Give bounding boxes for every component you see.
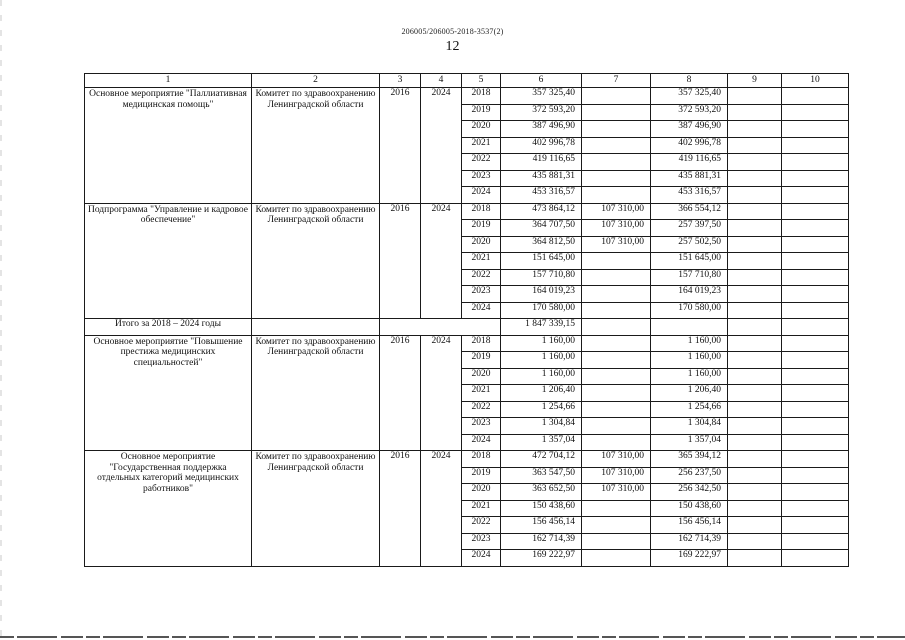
- amount-total: 402 996,78: [501, 137, 582, 154]
- executor-name: Комитет по здравоохранению Ленинградской области: [252, 88, 380, 204]
- empty-cell: [782, 484, 849, 501]
- amount-regional: 1 160,00: [651, 352, 728, 369]
- amount-total: 157 710,80: [501, 269, 582, 286]
- empty-cell: [782, 253, 849, 270]
- measure-name: Основное мероприятие "Повышение престижа медицинских специальностей": [85, 335, 252, 451]
- amount-federal: [582, 170, 651, 187]
- executor-name: Комитет по здравоохранению Ленинградской области: [252, 203, 380, 319]
- empty-cell: [782, 434, 849, 451]
- amount-regional: 1 160,00: [651, 335, 728, 352]
- column-header-4: 4: [421, 74, 462, 88]
- amount-federal: 107 310,00: [582, 484, 651, 501]
- empty-cell: [728, 302, 782, 319]
- empty-cell: [728, 401, 782, 418]
- empty-cell: [782, 88, 849, 105]
- empty-cell: [782, 500, 849, 517]
- amount-total: 473 864,12: [501, 203, 582, 220]
- amount-total: 169 222,97: [501, 550, 582, 567]
- year-cell: 2022: [462, 269, 501, 286]
- amount-federal: [582, 517, 651, 534]
- empty-cell: [782, 137, 849, 154]
- program-finance-table: [84, 73, 849, 567]
- year-cell: 2020: [462, 121, 501, 138]
- year-cell: 2021: [462, 137, 501, 154]
- amount-federal: [582, 533, 651, 550]
- column-header-6: 6: [501, 74, 582, 88]
- measure-name: Подпрограмма "Управление и кадровое обеспечение": [85, 203, 252, 319]
- amount-federal: [582, 286, 651, 303]
- amount-regional: 419 116,65: [651, 154, 728, 171]
- amount-total: 453 316,57: [501, 187, 582, 204]
- empty-cell: [728, 319, 782, 336]
- empty-cell: [782, 154, 849, 171]
- amount-total: 435 881,31: [501, 170, 582, 187]
- amount-regional: 170 580,00: [651, 302, 728, 319]
- empty-cell: [782, 220, 849, 237]
- amount-regional: 164 019,23: [651, 286, 728, 303]
- amount-federal: [582, 385, 651, 402]
- empty-cell: [728, 220, 782, 237]
- amount-total: 387 496,90: [501, 121, 582, 138]
- year-cell: 2023: [462, 533, 501, 550]
- amount-total: 1 206,40: [501, 385, 582, 402]
- year-cell: 2024: [462, 187, 501, 204]
- column-header-5: 5: [462, 74, 501, 88]
- amount-regional: 257 502,50: [651, 236, 728, 253]
- column-header-8: 8: [651, 74, 728, 88]
- amount-federal: [582, 550, 651, 567]
- end-year: 2024: [421, 88, 462, 204]
- year-cell: 2018: [462, 88, 501, 105]
- amount-regional: 453 316,57: [651, 187, 728, 204]
- empty-cell: [728, 352, 782, 369]
- year-cell: 2022: [462, 517, 501, 534]
- amount-federal: [582, 401, 651, 418]
- empty-cell: [782, 467, 849, 484]
- amount-federal: [582, 500, 651, 517]
- column-header-7: 7: [582, 74, 651, 88]
- year-cell: 2021: [462, 500, 501, 517]
- empty-cell: [782, 302, 849, 319]
- end-year: 2024: [421, 451, 462, 567]
- empty-cell: [728, 517, 782, 534]
- empty-cell: [782, 401, 849, 418]
- empty-cell: [728, 434, 782, 451]
- amount-total: 162 714,39: [501, 533, 582, 550]
- year-cell: 2019: [462, 352, 501, 369]
- amount-federal: [582, 335, 651, 352]
- empty-cell: [728, 170, 782, 187]
- year-cell: 2021: [462, 253, 501, 270]
- year-cell: 2020: [462, 484, 501, 501]
- amount-total: 1 254,66: [501, 401, 582, 418]
- year-cell: 2020: [462, 236, 501, 253]
- empty-cell: [728, 286, 782, 303]
- amount-federal: [582, 187, 651, 204]
- amount-total: 364 812,50: [501, 236, 582, 253]
- amount-federal: [582, 88, 651, 105]
- page-number: 12: [445, 39, 460, 54]
- empty-cell: [728, 203, 782, 220]
- amount-regional: 1 357,04: [651, 434, 728, 451]
- amount-regional: 257 397,50: [651, 220, 728, 237]
- amount-total: 1 304,84: [501, 418, 582, 435]
- amount-regional: 169 222,97: [651, 550, 728, 567]
- amount-total: 363 547,50: [501, 467, 582, 484]
- year-cell: 2018: [462, 335, 501, 352]
- empty-cell: [782, 418, 849, 435]
- empty-cell: [782, 187, 849, 204]
- column-header-3: 3: [380, 74, 421, 88]
- amount-regional: 156 456,14: [651, 517, 728, 534]
- amount-regional: 1 304,84: [651, 418, 728, 435]
- amount-total: 170 580,00: [501, 302, 582, 319]
- year-cell: 2023: [462, 170, 501, 187]
- empty-cell: [782, 352, 849, 369]
- empty-cell: [728, 236, 782, 253]
- amount-federal: [582, 418, 651, 435]
- amount-total: 364 707,50: [501, 220, 582, 237]
- table-row: [85, 88, 849, 105]
- empty-cell: [728, 253, 782, 270]
- empty-cell: [782, 170, 849, 187]
- amount-total: 1 160,00: [501, 335, 582, 352]
- year-cell: 2022: [462, 154, 501, 171]
- amount-regional: 151 645,00: [651, 253, 728, 270]
- executor-name: Комитет по здравоохранению Ленинградской области: [252, 451, 380, 567]
- end-year: 2024: [421, 335, 462, 451]
- empty-cell: [728, 154, 782, 171]
- year-cell: 2023: [462, 418, 501, 435]
- amount-regional: 366 554,12: [651, 203, 728, 220]
- empty-cell: [782, 319, 849, 336]
- amount-total: 472 704,12: [501, 451, 582, 468]
- amount-total: 164 019,23: [501, 286, 582, 303]
- amount-total: 1 357,04: [501, 434, 582, 451]
- empty-cell: [782, 104, 849, 121]
- empty-cell: [782, 269, 849, 286]
- year-cell: 2020: [462, 368, 501, 385]
- amount-total: 357 325,40: [501, 88, 582, 105]
- amount-federal: 107 310,00: [582, 467, 651, 484]
- year-cell: 2019: [462, 467, 501, 484]
- empty-cell: [782, 517, 849, 534]
- table-row: [85, 451, 849, 468]
- empty-cell: [728, 104, 782, 121]
- amount-total: 150 438,60: [501, 500, 582, 517]
- amount-federal: [582, 154, 651, 171]
- amount-federal: 107 310,00: [582, 203, 651, 220]
- empty-cell: [782, 335, 849, 352]
- total-row: [85, 319, 849, 336]
- start-year: 2016: [380, 203, 421, 319]
- start-year: 2016: [380, 88, 421, 204]
- empty-cell: [728, 187, 782, 204]
- amount-regional: 365 394,12: [651, 451, 728, 468]
- amount-regional: 387 496,90: [651, 121, 728, 138]
- empty-cell: [651, 319, 728, 336]
- empty-cell: [728, 418, 782, 435]
- empty-cell: [728, 500, 782, 517]
- amount-regional: 1 206,40: [651, 385, 728, 402]
- empty-cell: [728, 451, 782, 468]
- amount-federal: [582, 253, 651, 270]
- empty-cell: [728, 368, 782, 385]
- amount-total: 156 456,14: [501, 517, 582, 534]
- amount-regional: 162 714,39: [651, 533, 728, 550]
- amount-total: 151 645,00: [501, 253, 582, 270]
- column-header-1: 1: [85, 74, 252, 88]
- amount-federal: [582, 104, 651, 121]
- amount-federal: [582, 368, 651, 385]
- column-header-10: 10: [782, 74, 849, 88]
- total-label: Итого за 2018 – 2024 годы: [85, 319, 252, 336]
- table-body: [85, 88, 849, 567]
- empty-cell: [782, 385, 849, 402]
- year-cell: 2022: [462, 401, 501, 418]
- amount-federal: [582, 121, 651, 138]
- year-cell: 2019: [462, 220, 501, 237]
- column-header-2: 2: [252, 74, 380, 88]
- empty-cell: [380, 319, 501, 336]
- column-header-9: 9: [728, 74, 782, 88]
- empty-cell: [728, 269, 782, 286]
- amount-regional: 157 710,80: [651, 269, 728, 286]
- empty-cell: [782, 550, 849, 567]
- start-year: 2016: [380, 335, 421, 451]
- amount-federal: 107 310,00: [582, 236, 651, 253]
- table-row: [85, 203, 849, 220]
- empty-cell: [728, 484, 782, 501]
- document-id: 206005/206005-2018-3537(2): [401, 27, 504, 36]
- amount-regional: 435 881,31: [651, 170, 728, 187]
- measure-name: Основное мероприятие "Государственная поддержка отдельных категорий медицинских работников": [85, 451, 252, 567]
- amount-regional: 256 237,50: [651, 467, 728, 484]
- table-row: [85, 335, 849, 352]
- year-cell: 2024: [462, 550, 501, 567]
- empty-cell: [728, 467, 782, 484]
- empty-cell: [728, 121, 782, 138]
- amount-total: 1 160,00: [501, 352, 582, 369]
- year-cell: 2024: [462, 434, 501, 451]
- empty-cell: [782, 203, 849, 220]
- amount-regional: 1 254,66: [651, 401, 728, 418]
- measure-name: Основное мероприятие "Паллиативная медицинская помощь": [85, 88, 252, 204]
- amount-federal: [582, 137, 651, 154]
- year-cell: 2024: [462, 302, 501, 319]
- amount-total: 419 116,65: [501, 154, 582, 171]
- end-year: 2024: [421, 203, 462, 319]
- empty-cell: [728, 88, 782, 105]
- empty-cell: [782, 368, 849, 385]
- total-amount: 1 847 339,15: [501, 319, 582, 336]
- amount-federal: [582, 302, 651, 319]
- amount-federal: [582, 352, 651, 369]
- amount-regional: 402 996,78: [651, 137, 728, 154]
- year-cell: 2019: [462, 104, 501, 121]
- empty-cell: [782, 286, 849, 303]
- amount-federal: [582, 269, 651, 286]
- amount-federal: 107 310,00: [582, 220, 651, 237]
- empty-cell: [782, 236, 849, 253]
- amount-regional: 357 325,40: [651, 88, 728, 105]
- amount-total: 363 652,50: [501, 484, 582, 501]
- year-cell: 2021: [462, 385, 501, 402]
- empty-cell: [728, 385, 782, 402]
- amount-regional: 150 438,60: [651, 500, 728, 517]
- empty-cell: [582, 319, 651, 336]
- empty-cell: [782, 533, 849, 550]
- empty-cell: [782, 121, 849, 138]
- year-cell: 2018: [462, 203, 501, 220]
- empty-cell: [728, 550, 782, 567]
- column-number-row: [85, 74, 849, 88]
- empty-cell: [252, 319, 380, 336]
- year-cell: 2023: [462, 286, 501, 303]
- start-year: 2016: [380, 451, 421, 567]
- empty-cell: [728, 533, 782, 550]
- amount-regional: 256 342,50: [651, 484, 728, 501]
- amount-regional: 372 593,20: [651, 104, 728, 121]
- executor-name: Комитет по здравоохранению Ленинградской области: [252, 335, 380, 451]
- amount-total: 1 160,00: [501, 368, 582, 385]
- year-cell: 2018: [462, 451, 501, 468]
- empty-cell: [782, 451, 849, 468]
- amount-regional: 1 160,00: [651, 368, 728, 385]
- empty-cell: [728, 335, 782, 352]
- amount-federal: [582, 434, 651, 451]
- amount-federal: 107 310,00: [582, 451, 651, 468]
- amount-total: 372 593,20: [501, 104, 582, 121]
- empty-cell: [728, 137, 782, 154]
